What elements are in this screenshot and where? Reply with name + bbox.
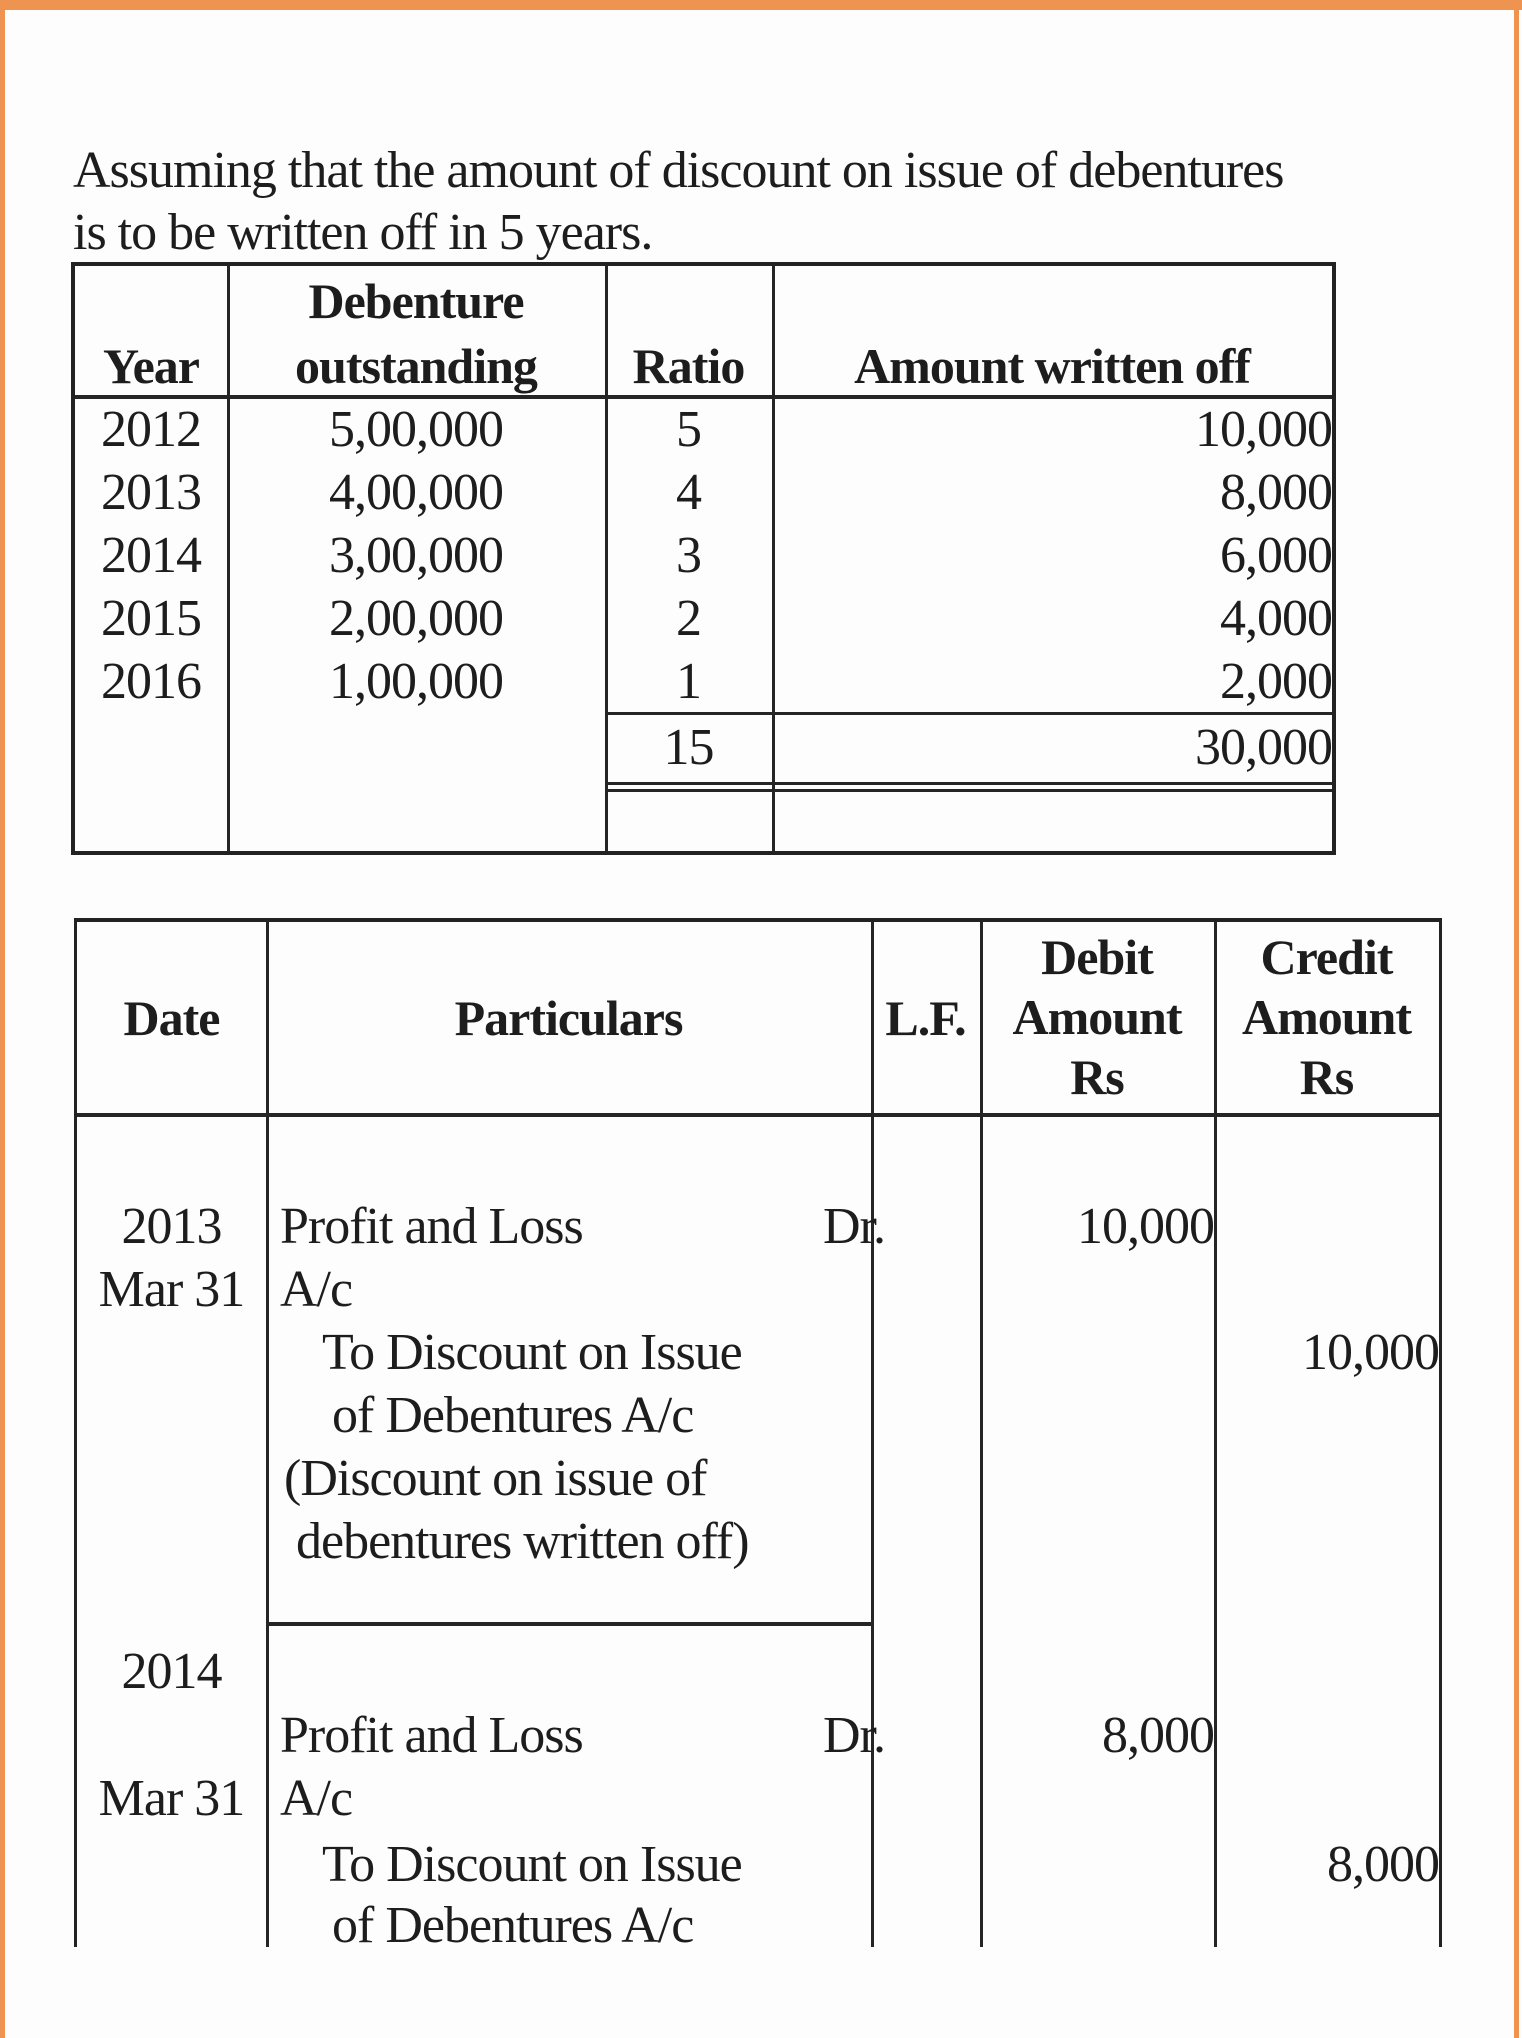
t1-header-outstanding-line1: Debenture (308, 273, 524, 329)
t1-row-amount: 4,000 (1220, 590, 1332, 647)
t1-row-ratio: 3 (676, 527, 701, 584)
t2-header-debit-line3: Rs (1070, 1049, 1124, 1105)
t1-row-year: 2012 (101, 401, 201, 458)
t1-header-outstanding-line2: outstanding (295, 338, 537, 394)
t1-row-year: 2014 (101, 527, 201, 584)
t1-row-year: 2013 (101, 464, 201, 521)
t1-row-amount: 6,000 (1220, 527, 1332, 584)
entry1-particulars-line4: of Debentures A/c (332, 1387, 694, 1444)
entry2-particulars-line4: of Debentures A/c (332, 1897, 694, 1947)
entry2-year: 2014 (121, 1643, 222, 1700)
orange-frame-left (0, 10, 5, 2038)
entry2-debit-amount: 8,000 (1102, 1707, 1214, 1764)
entry2-particulars-line1 (266, 1704, 895, 1767)
t1-row-ratio: 2 (676, 590, 701, 647)
entry1-credit-amount: 10,000 (1302, 1324, 1439, 1381)
t1-header-year: Year (103, 338, 199, 394)
entry1-particulars-line3: To Discount on Issue (322, 1324, 742, 1381)
entry2-account-debited: Profit and Loss (280, 1707, 583, 1764)
entry1-dr-label: Dr. (823, 1198, 885, 1255)
t1-header-ratio: Ratio (632, 338, 745, 394)
t2-header-credit-line1: Credit (1260, 929, 1393, 985)
t1-row-year: 2016 (101, 653, 201, 710)
entry2-dr-label: Dr. (823, 1707, 885, 1764)
entry-separator-line (266, 1622, 871, 1626)
t2-header-lf: L.F. (885, 989, 966, 1046)
t2-header-debit-line1: Debit (1041, 929, 1153, 985)
orange-frame-right (1514, 10, 1519, 2038)
t1-row-amount: 10,000 (1195, 401, 1332, 458)
intro-line-1: Assuming that the amount of discount on issue of debentures (73, 142, 1284, 199)
t1-header-amount: Amount written off (854, 338, 1250, 394)
writeoff-schedule-table (71, 262, 1336, 855)
t1-row-outstanding: 2,00,000 (329, 590, 503, 647)
t2-header-debit-line2: Amount (1012, 989, 1182, 1045)
t2-header-credit-line3: Rs (1299, 1049, 1354, 1105)
t1-row-ratio: 5 (676, 401, 701, 458)
t2-header-underline (77, 1113, 1439, 1117)
t1-total-double-rule (605, 782, 1332, 792)
entry1-date: Mar 31 (98, 1261, 245, 1318)
t1-row-outstanding: 4,00,000 (329, 464, 503, 521)
t1-total-amount: 30,000 (1195, 718, 1332, 776)
entry1-account-debited: Profit and Loss (280, 1198, 583, 1255)
entry1-particulars-line2: A/c (280, 1261, 353, 1318)
entry2-date: Mar 31 (98, 1770, 245, 1827)
entry1-narration-line1: (Discount on issue of (284, 1450, 707, 1507)
t1-row-amount: 8,000 (1220, 464, 1332, 521)
orange-frame-top (0, 0, 1522, 10)
intro-paragraph (73, 140, 1453, 264)
t1-row-ratio: 1 (676, 653, 701, 710)
t1-row-ratio: 4 (676, 464, 701, 521)
entry1-debit-amount: 10,000 (1077, 1198, 1214, 1255)
t1-row-outstanding: 5,00,000 (329, 401, 503, 458)
entry2-particulars-line3: To Discount on Issue (322, 1836, 742, 1893)
t2-header-date: Date (123, 989, 220, 1046)
t1-row-amount: 2,000 (1220, 653, 1332, 710)
entry1-year: 2013 (121, 1198, 222, 1255)
intro-line-2: is to be written off in 5 years. (73, 204, 653, 261)
entry2-particulars-line2: A/c (280, 1770, 353, 1827)
t1-row-outstanding: 1,00,000 (329, 653, 503, 710)
t1-row-year: 2015 (101, 590, 201, 647)
entry1-narration-line2: debentures written off) (296, 1513, 749, 1570)
t2-header-credit-line2: Amount (1241, 989, 1412, 1045)
journal-table (74, 918, 1442, 1947)
entry2-credit-amount: 8,000 (1327, 1836, 1439, 1893)
t1-total-ratio: 15 (663, 718, 714, 776)
t2-header-particulars: Particulars (454, 989, 683, 1046)
entry1-particulars-line1 (266, 1195, 895, 1258)
t1-row-outstanding: 3,00,000 (329, 527, 503, 584)
